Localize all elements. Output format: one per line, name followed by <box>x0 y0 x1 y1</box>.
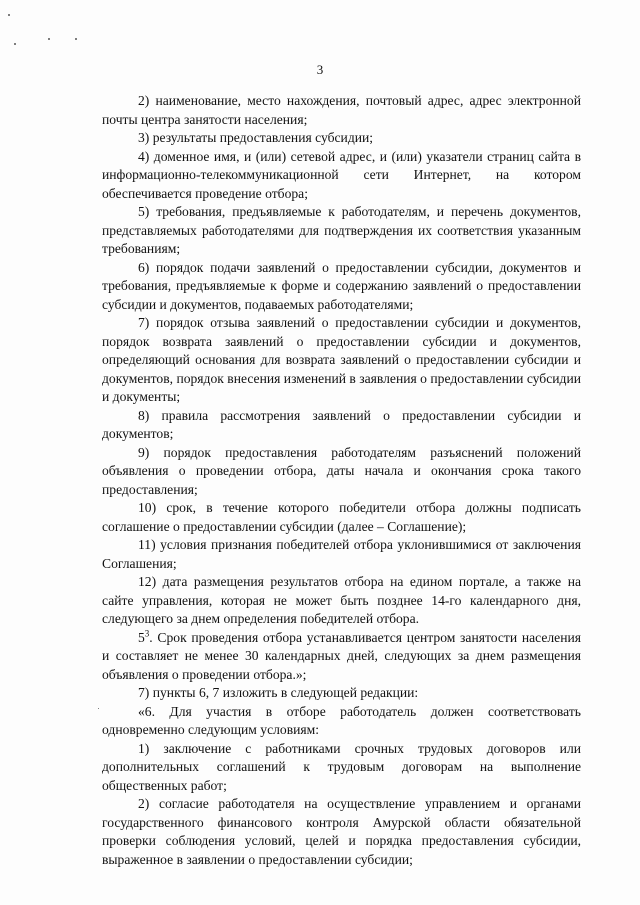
scan-speck <box>14 43 16 45</box>
paragraph: «6. Для участия в отборе работодатель должен соответствовать одновременно следующим условиям: <box>102 703 581 737</box>
paragraph: 4) доменное имя, и (или) сетевой адрес, и (или) указатели страниц сайта в информационно-телекоммуникационной сети Интернет, на котором обеспечивается проведение отбора; <box>102 148 581 201</box>
paragraph: 2) согласие работодателя на осуществление управлением и органами государственного финансового контроля Амурской области обязательной проверки соблюдения условий, целей и порядка предоставления субсидии, выраженное в заявлении о предоставлении субсидии; <box>102 796 581 867</box>
paragraph: 2) наименование, место нахождения, почтовый адрес, адрес электронной почты центра занятости населения; <box>102 93 581 127</box>
paragraph: 7) порядок отзыва заявлений о предоставлении субсидии и документов, порядок возврата заявлений о предоставлении субсидии и документов, определяющий основания для возврата заявлений о предоставлении субсидии и документов, порядок внесения изменений в заявления о предоставлении субсидии и документы; <box>102 315 581 404</box>
scan-speck <box>48 38 50 40</box>
paragraph: 8) правила рассмотрения заявлений о предоставлении субсидии и документов; <box>102 407 581 441</box>
paragraph: 1) заключение с работниками срочных трудовых договоров или дополнительных соглашений к трудовым договорам на выполнение общественных работ; <box>102 740 581 793</box>
clause-superscript: 3 <box>144 627 150 638</box>
scan-speck <box>8 14 10 16</box>
scan-speck <box>98 708 99 709</box>
paragraph: 6) порядок подачи заявлений о предоставлении субсидии, документов и требования, предъявляемые к форме и содержанию заявлений о предоставлении субсидии и документов, подаваемых работодателями; <box>102 259 581 312</box>
document-body <box>102 92 581 869</box>
paragraph: 12) дата размещения результатов отбора на едином портале, а также на сайте управления, которая не может быть позднее 14-го календарного дня, следующего за днем определения победителей отбора. <box>102 574 581 626</box>
paragraph: 10) срок, в течение которого победители отбора должны подписать соглашение о предоставлении субсидии (далее – Соглашение); <box>102 500 581 534</box>
paragraph: 3) результаты предоставления субсидии; <box>138 130 374 145</box>
paragraph: 9) порядок предоставления работодателям разъяснений положений объявления о проведении отбора, даты начала и окончания срока такого предоставления; <box>102 444 581 497</box>
page-number: 3 <box>316 62 324 77</box>
paragraph: 11) условия признания победителей отбора уклонившимися от заключения Соглашения; <box>102 537 581 571</box>
scan-speck <box>75 38 77 40</box>
paragraph-5-3 <box>102 629 581 685</box>
clause-text: . Срок проведения отбора устанавливается центром занятости населения и составляет не менее 30 календарных дней, следующих за днем размещения объявления о проведении отбора.»; <box>102 629 581 682</box>
paragraph: 5) требования, предъявляемые к работодателям, и перечень документов, представляемых работодателями для подтверждения их соответствия указанным требованиям; <box>102 204 581 256</box>
clause-number: 5 <box>138 629 145 645</box>
paragraph: 7) пункты 6, 7 изложить в следующей редакции: <box>138 685 419 700</box>
